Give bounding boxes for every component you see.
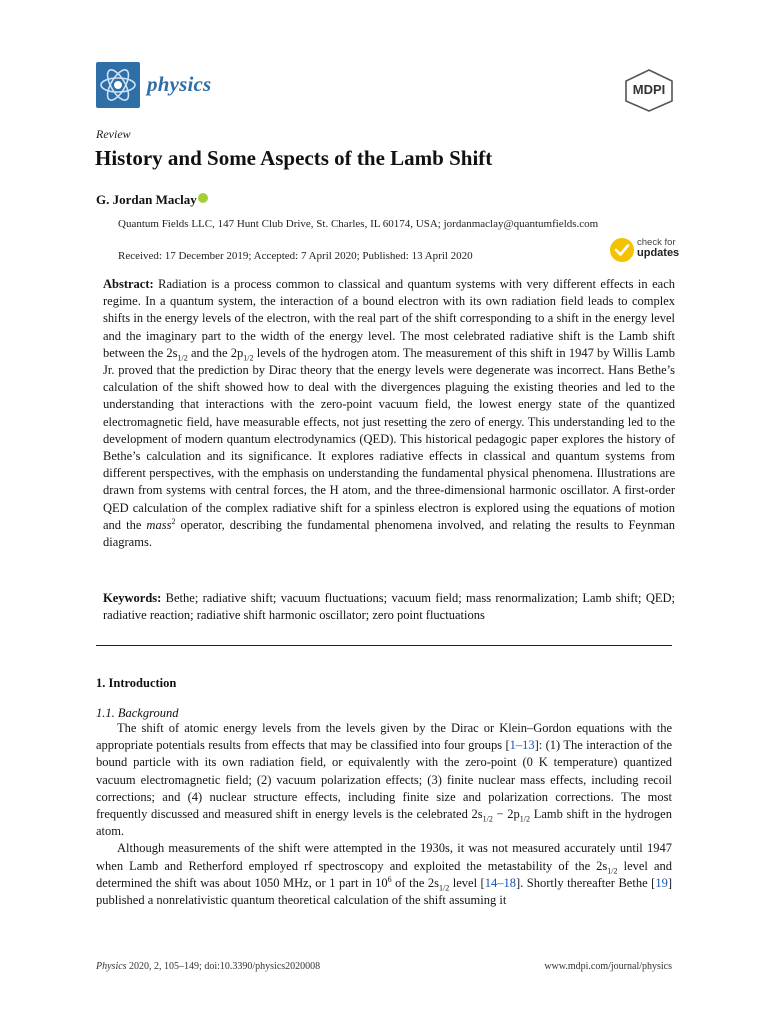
author-line xyxy=(96,192,208,208)
abstract: Abstract: Radiation is a process common to classical and quantum systems with very different effects in each regime. In a quantum system, the interaction of a bound electron with its own radiation field leads to complex shifts in the energy levels of the electron, with the real part of the shift corresponding to a shift in the energy level and the imaginary part to the width of the energy level. The most celebrated radiative shift is the Lamb shift between the $2s_{1/2}$ and the $2p_{1/2}$ levels of the hydrogen atom. The measurement of this shift in 1947 by Willis Lamb Jr. proved that the prediction by Dirac theory that the energy levels were degenerate was incorrect. Hans Bethe’s calculation of the shift showed how to deal with the divergences plaguing the existing theories and led to the understanding that interactions with the zero-point vacuum field, the lowest energy state of the quantized electromagnetic field, have measurable effects, not just resetting the zero of energy. This understanding led to the development of modern quantum electrodynamics (QED). This historical pedagogic paper explores the history of Bethe’s calculation and its significance. It explores radiative effects in classical and quantum systems from different perspectives, with the emphasis on understanding the fundamental physical phenomena. Illustrations are drawn from systems with central forces, the H atom, and the three-dimensional harmonic oscillator. A first-order QED calculation of the complex radiative shift for a spinless electron is explored using the equations of motion and the mass$^2$ operator, describing the fundamental phenomena involved, and relating the results to Feynman diagrams. xyxy=(103,277,676,550)
citation-link[interactable]: 19 xyxy=(655,875,668,890)
citation-link[interactable]: 14–18 xyxy=(484,875,516,890)
body-text xyxy=(96,720,672,909)
publisher-name: MDPI xyxy=(632,82,666,97)
article-type: Review xyxy=(96,127,131,141)
journal-logo-icon xyxy=(96,62,140,108)
keywords-label: Keywords: xyxy=(103,591,162,605)
publisher-logo[interactable] xyxy=(622,68,676,112)
check-for-updates-badge[interactable] xyxy=(609,237,679,265)
citation-link[interactable]: 1–13 xyxy=(509,738,535,753)
article-title: History and Some Aspects of the Lamb Shift xyxy=(95,146,493,170)
section-heading: 1. Introduction xyxy=(96,676,177,690)
check-updates-icon xyxy=(609,237,635,263)
subsection-heading: 1.1. Background xyxy=(96,706,179,720)
affiliation: Quantum Fields LLC, 147 Hunt Club Drive, St. Charles, IL 60174, USA; jordanmaclay@quantumfields.com xyxy=(118,218,599,230)
paragraph: Although measurements of the shift were attempted in the 1930s, it was not measured accurately until 1947 when Lamb and Retherford employed rf spectroscopy and exploited the metastability of the $2s_{1/2}$ level and determined the shift was about 1050 MHz, or 1 part in $10^6$ of the $2s_{1/2}$ level [14–18]. Shortly thereafter Bethe [19] published a nonrelativistic quantum theoretical calculation of the shift assuming it xyxy=(96,841,672,908)
keywords-text: Bethe; radiative shift; vacuum fluctuations; vacuum field; mass renormalization; Lamb shift; QED; radiative reaction; radiative shift harmonic oscillator; zero point fluctuations xyxy=(103,591,676,623)
abstract-label: Abstract: xyxy=(103,277,154,291)
section-divider xyxy=(96,645,672,646)
keywords xyxy=(103,590,675,624)
publication-dates: Received: 17 December 2019; Accepted: 7 April 2020; Published: 13 April 2020 xyxy=(118,250,473,262)
author-name: G. Jordan Maclay xyxy=(96,192,197,207)
footer-url[interactable]: www.mdpi.com/journal/physics xyxy=(544,961,672,972)
footer-citation: Physics 2020, 2, 105–149; doi:10.3390/physics2020008 xyxy=(96,961,321,972)
journal-name[interactable]: physics xyxy=(147,72,212,96)
orcid-icon[interactable] xyxy=(198,193,208,203)
paragraph: The shift of atomic energy levels from the levels given by the Dirac or Klein–Gordon equations with the appropriate potentials results from effects that may be classified into four groups [1–13]: (1) The interaction of the bound particle with its own radiation field, or equivalently with the zero-point (0 K temperature) quantized vacuum electromagnetic field; (2) vacuum polarization effects; (3) finite nuclear mass effects, including recoil corrections; and (4) nuclear structure effects, including finite size and polarization corrections. The most frequently discussed and measured shift in energy levels is the celebrated $2s_{1/2} - 2p_{1/2}$ Lamb shift in the hydrogen atom. xyxy=(96,721,672,839)
updates-label: check for updates xyxy=(637,237,680,259)
